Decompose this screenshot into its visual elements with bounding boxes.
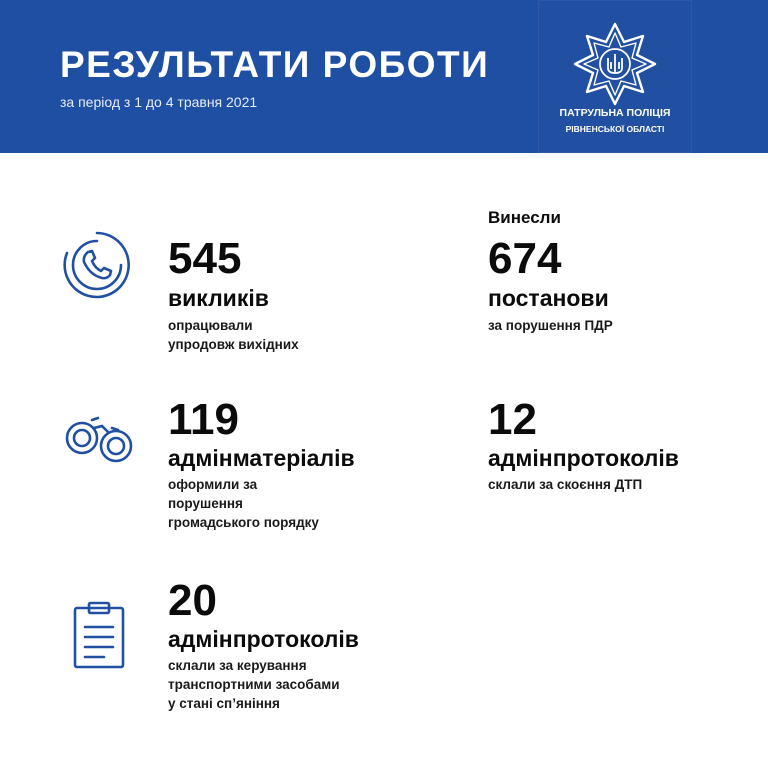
- materials-number: 119: [168, 395, 239, 444]
- materials-desc-line-2: порушення: [168, 496, 243, 511]
- calls-desc-line-1: опрацювали: [168, 318, 253, 333]
- badge-line-police: ПАТРУЛЬНА ПОЛІЦІЯ: [559, 107, 671, 119]
- calls-desc-line-2: упродовж вихідних: [168, 337, 299, 352]
- badge-line-region: РІВНЕНСЬКОЇ ОБЛАСТІ: [565, 124, 665, 134]
- police-star-icon: [573, 22, 657, 106]
- accident-desc-line-1: склали за скоєння ДТП: [488, 477, 643, 492]
- page-title: РЕЗУЛЬТАТИ РОБОТИ: [60, 44, 490, 85]
- drunk-desc-line-3: у стані сп’яніння: [168, 696, 280, 711]
- accident-number: 12: [488, 395, 537, 444]
- resolutions-prefix: Винесли: [488, 208, 561, 227]
- police-badge: [538, 0, 692, 153]
- drunk-desc-line-1: склали за керування: [168, 658, 307, 673]
- drunk-desc-line-2: транспортними засобами: [168, 677, 340, 692]
- accident-unit: адмінпротоколів: [488, 445, 679, 471]
- clipboard-icon: [72, 600, 126, 670]
- materials-desc-line-3: громадського порядку: [168, 515, 319, 530]
- phone-icon: [62, 230, 132, 300]
- materials-unit: адмінматеріалів: [168, 445, 355, 471]
- resolutions-number: 674: [488, 234, 562, 283]
- resolutions-unit: постанови: [488, 285, 609, 311]
- period-subtitle: за період з 1 до 4 травня 2021: [60, 94, 258, 110]
- header-banner: [0, 0, 768, 153]
- drunk-unit: адмінпротоколів: [168, 626, 359, 652]
- calls-number: 545: [168, 234, 242, 283]
- drunk-number: 20: [168, 576, 217, 625]
- materials-desc-line-1: оформили за: [168, 477, 258, 492]
- resolutions-desc-line-1: за порушення ПДР: [488, 318, 613, 333]
- handcuffs-icon: [62, 408, 134, 468]
- calls-unit: викликів: [168, 285, 269, 311]
